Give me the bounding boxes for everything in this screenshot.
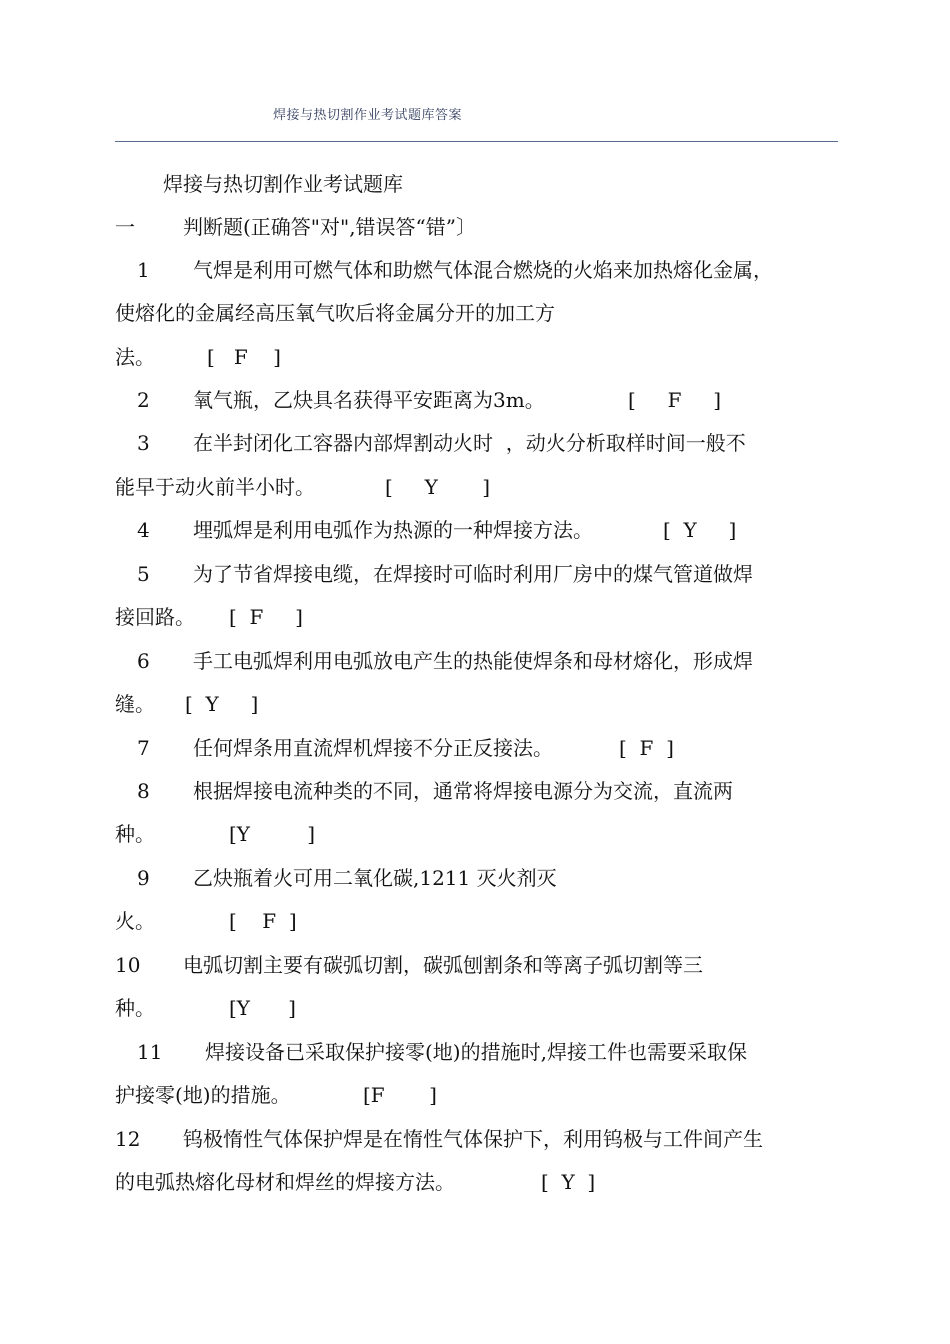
header-divider [115,141,838,142]
question-number: 4 [137,518,150,542]
question-text: 在半封闭化工容器内部焊割动火时 ，动火分析取样时间一般不 [193,431,746,455]
question-10-line-2 [115,992,296,1021]
question-text: 埋弧焊是利用电弧作为热源的一种焊接方法。 [193,518,593,542]
question-7-line-1 [115,732,674,761]
answer-box: [ Y ] [663,518,737,542]
answer-box: [ F ] [207,345,281,369]
question-text: 根据焊接电流种类的不同，通常将焊接电源分为交流，直流两 [193,779,733,803]
question-5-line-2 [115,601,303,630]
answer-box: [Y ] [229,996,296,1020]
question-2-line-1 [115,384,721,413]
question-text: 电弧切割主要有碳弧切割，碳弧刨割条和等离子弧切割等三 [183,953,703,977]
question-number: 11 [137,1040,163,1064]
question-6-line-1 [115,645,753,674]
question-text: 气焊是利用可燃气体和助燃气体混合燃烧的火焰来加热熔化金属， [193,258,773,282]
question-9-line-1 [115,862,557,891]
question-text: 接回路。 [115,605,195,629]
question-8-line-1 [115,775,733,804]
question-text: 法。 [115,345,155,369]
answer-box: [ Y ] [185,692,259,716]
question-5-line-1 [115,558,753,587]
question-10-line-1 [115,949,703,978]
running-header-title: 焊接与热切割作业考试题库答案 [273,108,463,123]
question-text: 乙炔瓶着火可用二氧化碳,1211 灭火剂灭 [193,866,557,890]
question-number: 1 [137,258,150,282]
question-number: 8 [137,779,150,803]
question-12-line-2 [115,1166,595,1195]
question-number: 2 [137,388,150,412]
question-text: 能早于动火前半小时。 [115,475,315,499]
question-number: 5 [137,562,150,586]
answer-box: [ F ] [619,736,674,760]
section-heading [115,211,476,240]
question-9-line-2 [115,905,297,934]
question-text: 种。 [115,822,155,846]
question-4-line-1 [115,514,736,543]
question-number: 3 [137,431,150,455]
question-1-line-1 [115,254,773,283]
answer-box: [ F ] [229,909,297,933]
question-text: 火。 [115,909,155,933]
question-number: 12 [115,1127,141,1151]
question-text: 任何焊条用直流焊机焊接不分正反接法。 [193,736,553,760]
question-3-line-2 [115,471,490,500]
question-11-line-2 [115,1079,437,1108]
question-3-line-1 [115,427,746,456]
question-number: 10 [115,953,141,977]
answer-box: [ Y ] [385,475,491,499]
question-text: 为了节省焊接电缆，在焊接时可临时利用厂房中的煤气管道做焊 [193,562,753,586]
question-text: 手工电弧焊利用电弧放电产生的热能使焊条和母材熔化，形成焊 [193,649,753,673]
question-text: 钨极惰性气体保护焊是在惰性气体保护下，利用钨极与工件间产生 [183,1127,763,1151]
question-text: 使熔化的金属经高压氧气吹后将金属分开的加工方 [115,301,555,325]
answer-box: [Y ] [229,822,316,846]
question-text: 的电弧热熔化母材和焊丝的焊接方法。 [115,1170,455,1194]
question-8-line-2 [115,818,315,847]
question-text: 护接零(地)的措施。 [115,1083,291,1107]
question-text: 种。 [115,996,155,1020]
section-number: 一 [115,215,135,239]
question-11-line-1 [115,1036,747,1065]
question-6-line-2 [115,688,258,717]
question-text: 焊接设备已采取保护接零(地)的措施时,焊接工件也需要采取保 [205,1040,747,1064]
question-number: 6 [137,649,150,673]
question-12-line-1 [115,1123,763,1152]
document-title: 焊接与热切割作业考试题库 [163,172,403,196]
question-1-line-3 [115,341,281,370]
answer-box: [ Y ] [541,1170,596,1194]
question-1-line-2 [115,297,555,326]
answer-box: [ F ] [628,388,722,412]
question-number: 7 [137,736,150,760]
answer-box: [ F ] [229,605,303,629]
question-text: 缝。 [115,692,155,716]
question-number: 9 [137,866,150,890]
question-text: 氧气瓶，乙炔具名获得平安距离为3m。 [193,388,545,412]
section-title: 判断题(正确答"对",错误答“错”〕 [183,215,477,239]
answer-box: [F ] [363,1083,437,1107]
